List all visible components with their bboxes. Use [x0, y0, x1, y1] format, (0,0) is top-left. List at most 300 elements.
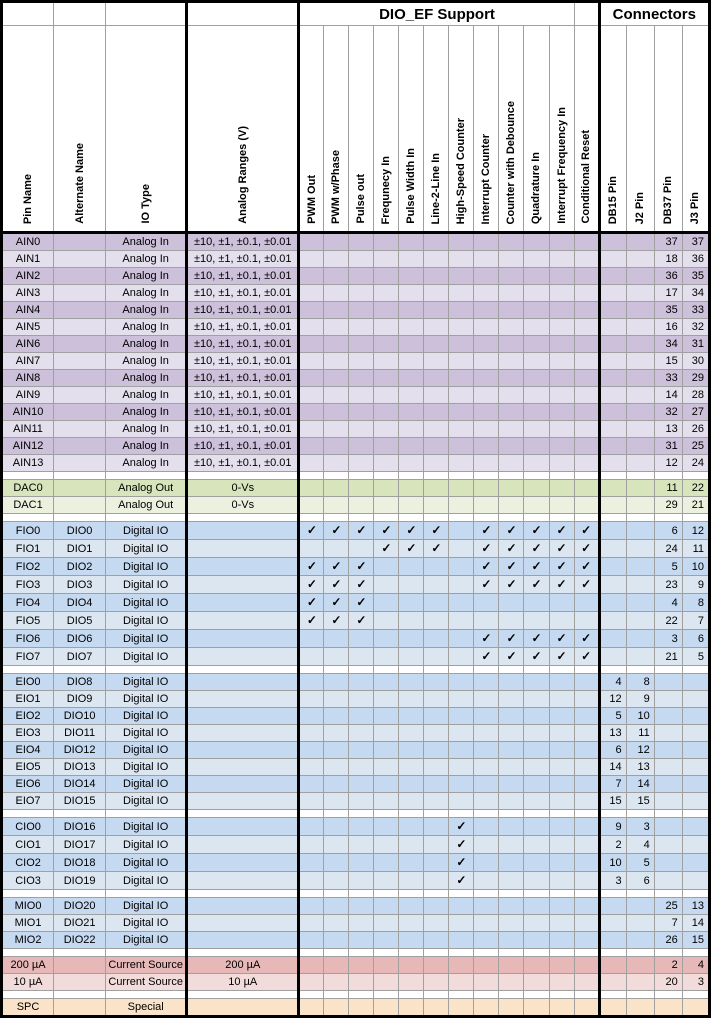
separator-cell: [524, 514, 549, 522]
io-type-cell: Analog Out: [106, 480, 187, 497]
db15-pin-cell: [599, 404, 626, 421]
dio-ef-cell: [574, 268, 599, 285]
check-icon: ✓: [306, 613, 317, 627]
column-header-label: J3 Pin: [689, 191, 702, 224]
dio-ef-cell: [524, 872, 549, 890]
dio-ef-cell: [449, 674, 474, 691]
dio-ef-cell: [299, 854, 324, 872]
dio-ef-cell: [424, 612, 449, 630]
dio-ef-cell: [549, 268, 574, 285]
dio-ef-cell: [449, 421, 474, 438]
check-icon: ✓: [456, 837, 467, 851]
table-header: [2, 2, 710, 233]
analog-ranges-cell: ±10, ±1, ±0.1, ±0.01: [187, 336, 299, 353]
dio-ef-cell: [574, 336, 599, 353]
io-type-cell: Digital IO: [106, 776, 187, 793]
separator-cell: [654, 514, 682, 522]
io-type-cell: Special: [106, 999, 187, 1017]
dio-ef-cell: [549, 576, 574, 594]
dio-ef-cell: [574, 854, 599, 872]
dio-ef-cell: [499, 759, 524, 776]
column-header-label: Pin Name: [21, 173, 34, 224]
dio-ef-cell: [549, 648, 574, 666]
dio-ef-cell: [299, 370, 324, 387]
alternate-name-cell: [54, 438, 106, 455]
alternate-name-cell: DIO14: [54, 776, 106, 793]
alternate-name-cell: DIO16: [54, 818, 106, 836]
dio-ef-cell: [399, 540, 424, 558]
separator-cell: [324, 890, 349, 898]
dio-ef-cell: [474, 233, 499, 251]
dio-ef-cell: [574, 558, 599, 576]
dio-ef-cell: [574, 674, 599, 691]
separator-cell: [499, 666, 524, 674]
dio-ef-cell: [374, 387, 399, 404]
db37-pin-cell: [654, 872, 682, 890]
dio-ef-cell: [399, 854, 424, 872]
dio-ef-cell: [424, 674, 449, 691]
j2-pin-cell: [626, 285, 654, 302]
dio-ef-cell: [474, 818, 499, 836]
check-icon: ✓: [556, 523, 567, 537]
db37-pin-cell: 3: [654, 630, 682, 648]
alternate-name-cell: DIO12: [54, 742, 106, 759]
db15-pin-cell: 13: [599, 725, 626, 742]
dio-ef-cell: [324, 251, 349, 268]
analog-ranges-cell: ±10, ±1, ±0.1, ±0.01: [187, 251, 299, 268]
dio-ef-cell: [574, 438, 599, 455]
dio-ef-cell: [549, 233, 574, 251]
dio-ef-cell: [324, 759, 349, 776]
dio-ef-cell: [374, 421, 399, 438]
analog-ranges-cell: ±10, ±1, ±0.1, ±0.01: [187, 319, 299, 336]
db37-pin-cell: 4: [654, 594, 682, 612]
dio-ef-cell: [449, 480, 474, 497]
separator-cell: [682, 890, 709, 898]
check-icon: ✓: [581, 649, 592, 663]
separator-cell: [299, 666, 324, 674]
dio-ef-cell: [524, 818, 549, 836]
db37-pin-cell: [654, 854, 682, 872]
dio-ef-cell: [374, 836, 399, 854]
j3-pin-cell: 25: [682, 438, 709, 455]
table-row: [2, 630, 710, 648]
dio-ef-cell: [299, 932, 324, 949]
dio-ef-cell: [424, 854, 449, 872]
j2-pin-cell: [626, 421, 654, 438]
dio-ef-cell: [474, 594, 499, 612]
dio-ef-cell: [399, 932, 424, 949]
dio-ef-cell: [524, 576, 549, 594]
separator-cell: [2, 810, 54, 818]
db15-pin-cell: [599, 455, 626, 472]
pin-name-cell: EIO2: [2, 708, 54, 725]
dio-ef-cell: [374, 932, 399, 949]
dio-ef-cell: [399, 776, 424, 793]
db15-pin-cell: [599, 251, 626, 268]
dio-ef-cell: [449, 742, 474, 759]
dio-ef-cell: [424, 648, 449, 666]
dio-ef-cell: [424, 576, 449, 594]
separator-cell: [349, 514, 374, 522]
db15-pin-cell: [599, 898, 626, 915]
dio-ef-cell: [524, 540, 549, 558]
j3-pin-cell: 33: [682, 302, 709, 319]
check-icon: ✓: [356, 595, 367, 609]
dio-ef-cell: [499, 302, 524, 319]
separator-cell: [54, 472, 106, 480]
dio-ef-cell: [424, 725, 449, 742]
dio-ef-cell: [299, 594, 324, 612]
dio-ef-cell: [299, 708, 324, 725]
dio-ef-cell: [449, 251, 474, 268]
separator-cell: [399, 472, 424, 480]
check-icon: ✓: [331, 577, 342, 591]
separator-cell: [2, 514, 54, 522]
j3-pin-cell: 28: [682, 387, 709, 404]
db37-pin-cell: [654, 674, 682, 691]
db37-pin-cell: 32: [654, 404, 682, 421]
dio-ef-cell: [399, 818, 424, 836]
dio-ef-cell: [524, 708, 549, 725]
separator-cell: [106, 949, 187, 957]
separator-cell: [474, 890, 499, 898]
db15-pin-cell: 15: [599, 793, 626, 810]
alternate-name-cell: [54, 974, 106, 991]
dio-ef-cell: [449, 285, 474, 302]
check-icon: ✓: [356, 559, 367, 573]
dio-ef-cell: [474, 319, 499, 336]
dio-ef-cell: [549, 836, 574, 854]
dio-ef-cell: [349, 932, 374, 949]
check-icon: ✓: [481, 631, 492, 645]
dio-ef-cell: [324, 932, 349, 949]
dio-ef-cell: [549, 319, 574, 336]
dio-ef-cell: [524, 233, 549, 251]
io-type-cell: Analog Out: [106, 497, 187, 514]
dio-ef-cell: [349, 438, 374, 455]
separator-cell: [324, 949, 349, 957]
separator-cell: [599, 810, 626, 818]
check-icon: ✓: [456, 873, 467, 887]
dio-ef-cell: [299, 387, 324, 404]
io-type-cell: Digital IO: [106, 872, 187, 890]
dio-ef-cell: [574, 915, 599, 932]
dio-ef-cell: [474, 648, 499, 666]
dio-ef-cell: [474, 836, 499, 854]
analog-ranges-cell: [187, 776, 299, 793]
analog-ranges-cell: ±10, ±1, ±0.1, ±0.01: [187, 302, 299, 319]
separator-cell: [299, 810, 324, 818]
dio-ef-cell: [474, 285, 499, 302]
dio-ef-cell: [374, 480, 399, 497]
dio-ef-cell: [499, 674, 524, 691]
dio-ef-cell: [349, 725, 374, 742]
dio-ef-cell: [449, 387, 474, 404]
dio-ef-cell: [299, 691, 324, 708]
analog-ranges-cell: ±10, ±1, ±0.1, ±0.01: [187, 268, 299, 285]
separator-cell: [424, 810, 449, 818]
dio-ef-cell: [399, 558, 424, 576]
separator-cell: [399, 810, 424, 818]
dio-ef-cell: [374, 370, 399, 387]
check-icon: ✓: [581, 559, 592, 573]
dio-ef-cell: [524, 974, 549, 991]
dio-ef-cell: [399, 725, 424, 742]
alternate-name-cell: DIO0: [54, 522, 106, 540]
analog-ranges-cell: [187, 708, 299, 725]
analog-ranges-cell: [187, 691, 299, 708]
dio-ef-cell: [499, 648, 524, 666]
pin-name-cell: AIN10: [2, 404, 54, 421]
db15-pin-cell: [599, 421, 626, 438]
separator-cell: [424, 949, 449, 957]
dio-ef-cell: [474, 674, 499, 691]
dio-ef-cell: [574, 818, 599, 836]
dio-ef-cell: [474, 708, 499, 725]
column-header-interrupt-frequency-in: [549, 26, 574, 233]
dio-ef-cell: [449, 872, 474, 890]
dio-ef-cell: [399, 872, 424, 890]
separator-cell: [626, 472, 654, 480]
separator-cell: [549, 810, 574, 818]
dio-ef-cell: [574, 540, 599, 558]
pin-name-cell: FIO0: [2, 522, 54, 540]
db15-pin-cell: [599, 480, 626, 497]
alternate-name-cell: DIO8: [54, 674, 106, 691]
db15-pin-cell: 3: [599, 872, 626, 890]
dio-ef-cell: [524, 915, 549, 932]
dio-ef-cell: [424, 251, 449, 268]
j2-pin-cell: [626, 370, 654, 387]
pin-name-cell: EIO3: [2, 725, 54, 742]
j2-pin-cell: [626, 438, 654, 455]
pin-name-cell: AIN9: [2, 387, 54, 404]
pin-name-cell: AIN5: [2, 319, 54, 336]
dio-ef-cell: [499, 594, 524, 612]
separator-cell: [349, 991, 374, 999]
dio-ef-cell: [299, 725, 324, 742]
section-separator-row: [2, 472, 710, 480]
column-header-counter-with-debounce: [499, 26, 524, 233]
dio-ef-cell: [424, 932, 449, 949]
separator-cell: [449, 514, 474, 522]
dio-ef-cell: [374, 497, 399, 514]
dio-ef-cell: [499, 540, 524, 558]
dio-ef-cell: [324, 370, 349, 387]
separator-cell: [574, 810, 599, 818]
separator-cell: [106, 810, 187, 818]
table-row: [2, 497, 710, 514]
separator-cell: [524, 890, 549, 898]
dio-ef-cell: [324, 691, 349, 708]
column-header-label: Pulse out: [355, 174, 368, 224]
db37-pin-cell: 16: [654, 319, 682, 336]
dio-ef-cell: [524, 319, 549, 336]
dio-ef-cell: [324, 957, 349, 974]
dio-ef-cell: [574, 648, 599, 666]
check-icon: ✓: [556, 631, 567, 645]
dio-ef-cell: [424, 438, 449, 455]
dio-ef-cell: [299, 630, 324, 648]
column-header-quadrature-in: [524, 26, 549, 233]
dio-ef-cell: [474, 776, 499, 793]
dio-ef-cell: [574, 759, 599, 776]
check-icon: ✓: [431, 523, 442, 537]
separator-cell: [474, 991, 499, 999]
j2-pin-cell: 13: [626, 759, 654, 776]
separator-cell: [2, 666, 54, 674]
analog-ranges-cell: ±10, ±1, ±0.1, ±0.01: [187, 455, 299, 472]
alternate-name-cell: DIO6: [54, 630, 106, 648]
dio-ef-cell: [524, 793, 549, 810]
analog-ranges-cell: [187, 872, 299, 890]
db15-pin-cell: 14: [599, 759, 626, 776]
dio-ef-cell: [574, 497, 599, 514]
j2-pin-cell: [626, 594, 654, 612]
dio-ef-cell: [324, 594, 349, 612]
dio-ef-cell: [549, 915, 574, 932]
io-type-cell: Digital IO: [106, 759, 187, 776]
check-icon: ✓: [531, 649, 542, 663]
check-icon: ✓: [456, 819, 467, 833]
j3-pin-cell: 4: [682, 957, 709, 974]
column-header-frequnecy-in: [374, 26, 399, 233]
alternate-name-cell: DIO15: [54, 793, 106, 810]
dio-ef-cell: [499, 915, 524, 932]
dio-ef-cell: [424, 522, 449, 540]
dio-ef-cell: [299, 522, 324, 540]
analog-ranges-cell: 10 µA: [187, 974, 299, 991]
table-row: [2, 540, 710, 558]
check-icon: ✓: [481, 523, 492, 537]
dio-ef-cell: [399, 915, 424, 932]
section-separator-row: [2, 666, 710, 674]
dio-ef-cell: [574, 594, 599, 612]
dio-ef-cell: [349, 854, 374, 872]
db15-pin-cell: 4: [599, 674, 626, 691]
separator-cell: [654, 666, 682, 674]
j3-pin-cell: [682, 836, 709, 854]
dio-ef-cell: [499, 251, 524, 268]
separator-cell: [626, 890, 654, 898]
dio-ef-cell: [424, 691, 449, 708]
table-row: [2, 421, 710, 438]
dio-ef-cell: [399, 630, 424, 648]
column-header-label: Conditional Reset: [580, 130, 593, 224]
table-row: [2, 404, 710, 421]
dio-ef-cell: [299, 404, 324, 421]
separator-cell: [54, 949, 106, 957]
dio-ef-cell: [324, 404, 349, 421]
j3-pin-cell: [682, 793, 709, 810]
j3-pin-cell: 5: [682, 648, 709, 666]
check-icon: ✓: [331, 523, 342, 537]
dio-ef-cell: [574, 319, 599, 336]
dio-ef-cell: [524, 612, 549, 630]
dio-ef-cell: [424, 540, 449, 558]
pin-name-cell: FIO7: [2, 648, 54, 666]
check-icon: ✓: [531, 541, 542, 555]
j2-pin-cell: [626, 251, 654, 268]
dio-ef-cell: [549, 387, 574, 404]
analog-ranges-cell: 200 µA: [187, 957, 299, 974]
dio-ef-cell: [349, 576, 374, 594]
dio-ef-cell: [324, 612, 349, 630]
column-header-label: Frequnecy In: [380, 155, 393, 224]
dio-ef-cell: [424, 353, 449, 370]
dio-ef-cell: [549, 818, 574, 836]
separator-cell: [106, 472, 187, 480]
dio-ef-cell: [324, 854, 349, 872]
db15-pin-cell: 7: [599, 776, 626, 793]
j2-pin-cell: [626, 302, 654, 319]
separator-cell: [324, 666, 349, 674]
column-header-label: High-Speed Counter: [455, 117, 468, 224]
dio-ef-cell: [449, 370, 474, 387]
dio-ef-cell: [299, 233, 324, 251]
io-type-cell: Digital IO: [106, 540, 187, 558]
j3-pin-cell: [682, 742, 709, 759]
pin-name-cell: AIN3: [2, 285, 54, 302]
dio-ef-cell: [349, 818, 374, 836]
check-icon: ✓: [506, 541, 517, 555]
dio-ef-cell: [324, 674, 349, 691]
j2-pin-cell: [626, 612, 654, 630]
dio-ef-cell: [499, 576, 524, 594]
check-icon: ✓: [506, 649, 517, 663]
db37-pin-cell: [654, 759, 682, 776]
dio-ef-cell: [374, 302, 399, 319]
column-header-pin-name: [2, 26, 54, 233]
dio-ef-cell: [349, 594, 374, 612]
dio-ef-cell: [424, 370, 449, 387]
io-type-cell: Digital IO: [106, 558, 187, 576]
dio-ef-cell: [399, 957, 424, 974]
db15-pin-cell: [599, 387, 626, 404]
table-row: [2, 233, 710, 251]
j3-pin-cell: [682, 776, 709, 793]
dio-ef-cell: [399, 455, 424, 472]
separator-cell: [424, 890, 449, 898]
dio-ef-cell: [299, 353, 324, 370]
j2-pin-cell: [626, 898, 654, 915]
j2-pin-cell: [626, 932, 654, 949]
dio-ef-cell: [399, 497, 424, 514]
j2-pin-cell: [626, 497, 654, 514]
dio-ef-cell: [499, 480, 524, 497]
dio-ef-cell: [324, 898, 349, 915]
dio-ef-cell: [499, 497, 524, 514]
dio-ef-cell: [524, 370, 549, 387]
alternate-name-cell: [54, 455, 106, 472]
dio-ef-cell: [499, 630, 524, 648]
check-icon: ✓: [581, 541, 592, 555]
dio-ef-cell: [374, 353, 399, 370]
db15-pin-cell: [599, 576, 626, 594]
separator-cell: [54, 666, 106, 674]
dio-ef-cell: [499, 957, 524, 974]
j2-pin-cell: 14: [626, 776, 654, 793]
dio-ef-cell: [499, 421, 524, 438]
separator-cell: [626, 810, 654, 818]
io-type-cell: Digital IO: [106, 932, 187, 949]
dio-ef-cell: [374, 648, 399, 666]
separator-cell: [399, 991, 424, 999]
j2-pin-cell: [626, 387, 654, 404]
dio-ef-cell: [574, 932, 599, 949]
io-type-cell: Digital IO: [106, 708, 187, 725]
